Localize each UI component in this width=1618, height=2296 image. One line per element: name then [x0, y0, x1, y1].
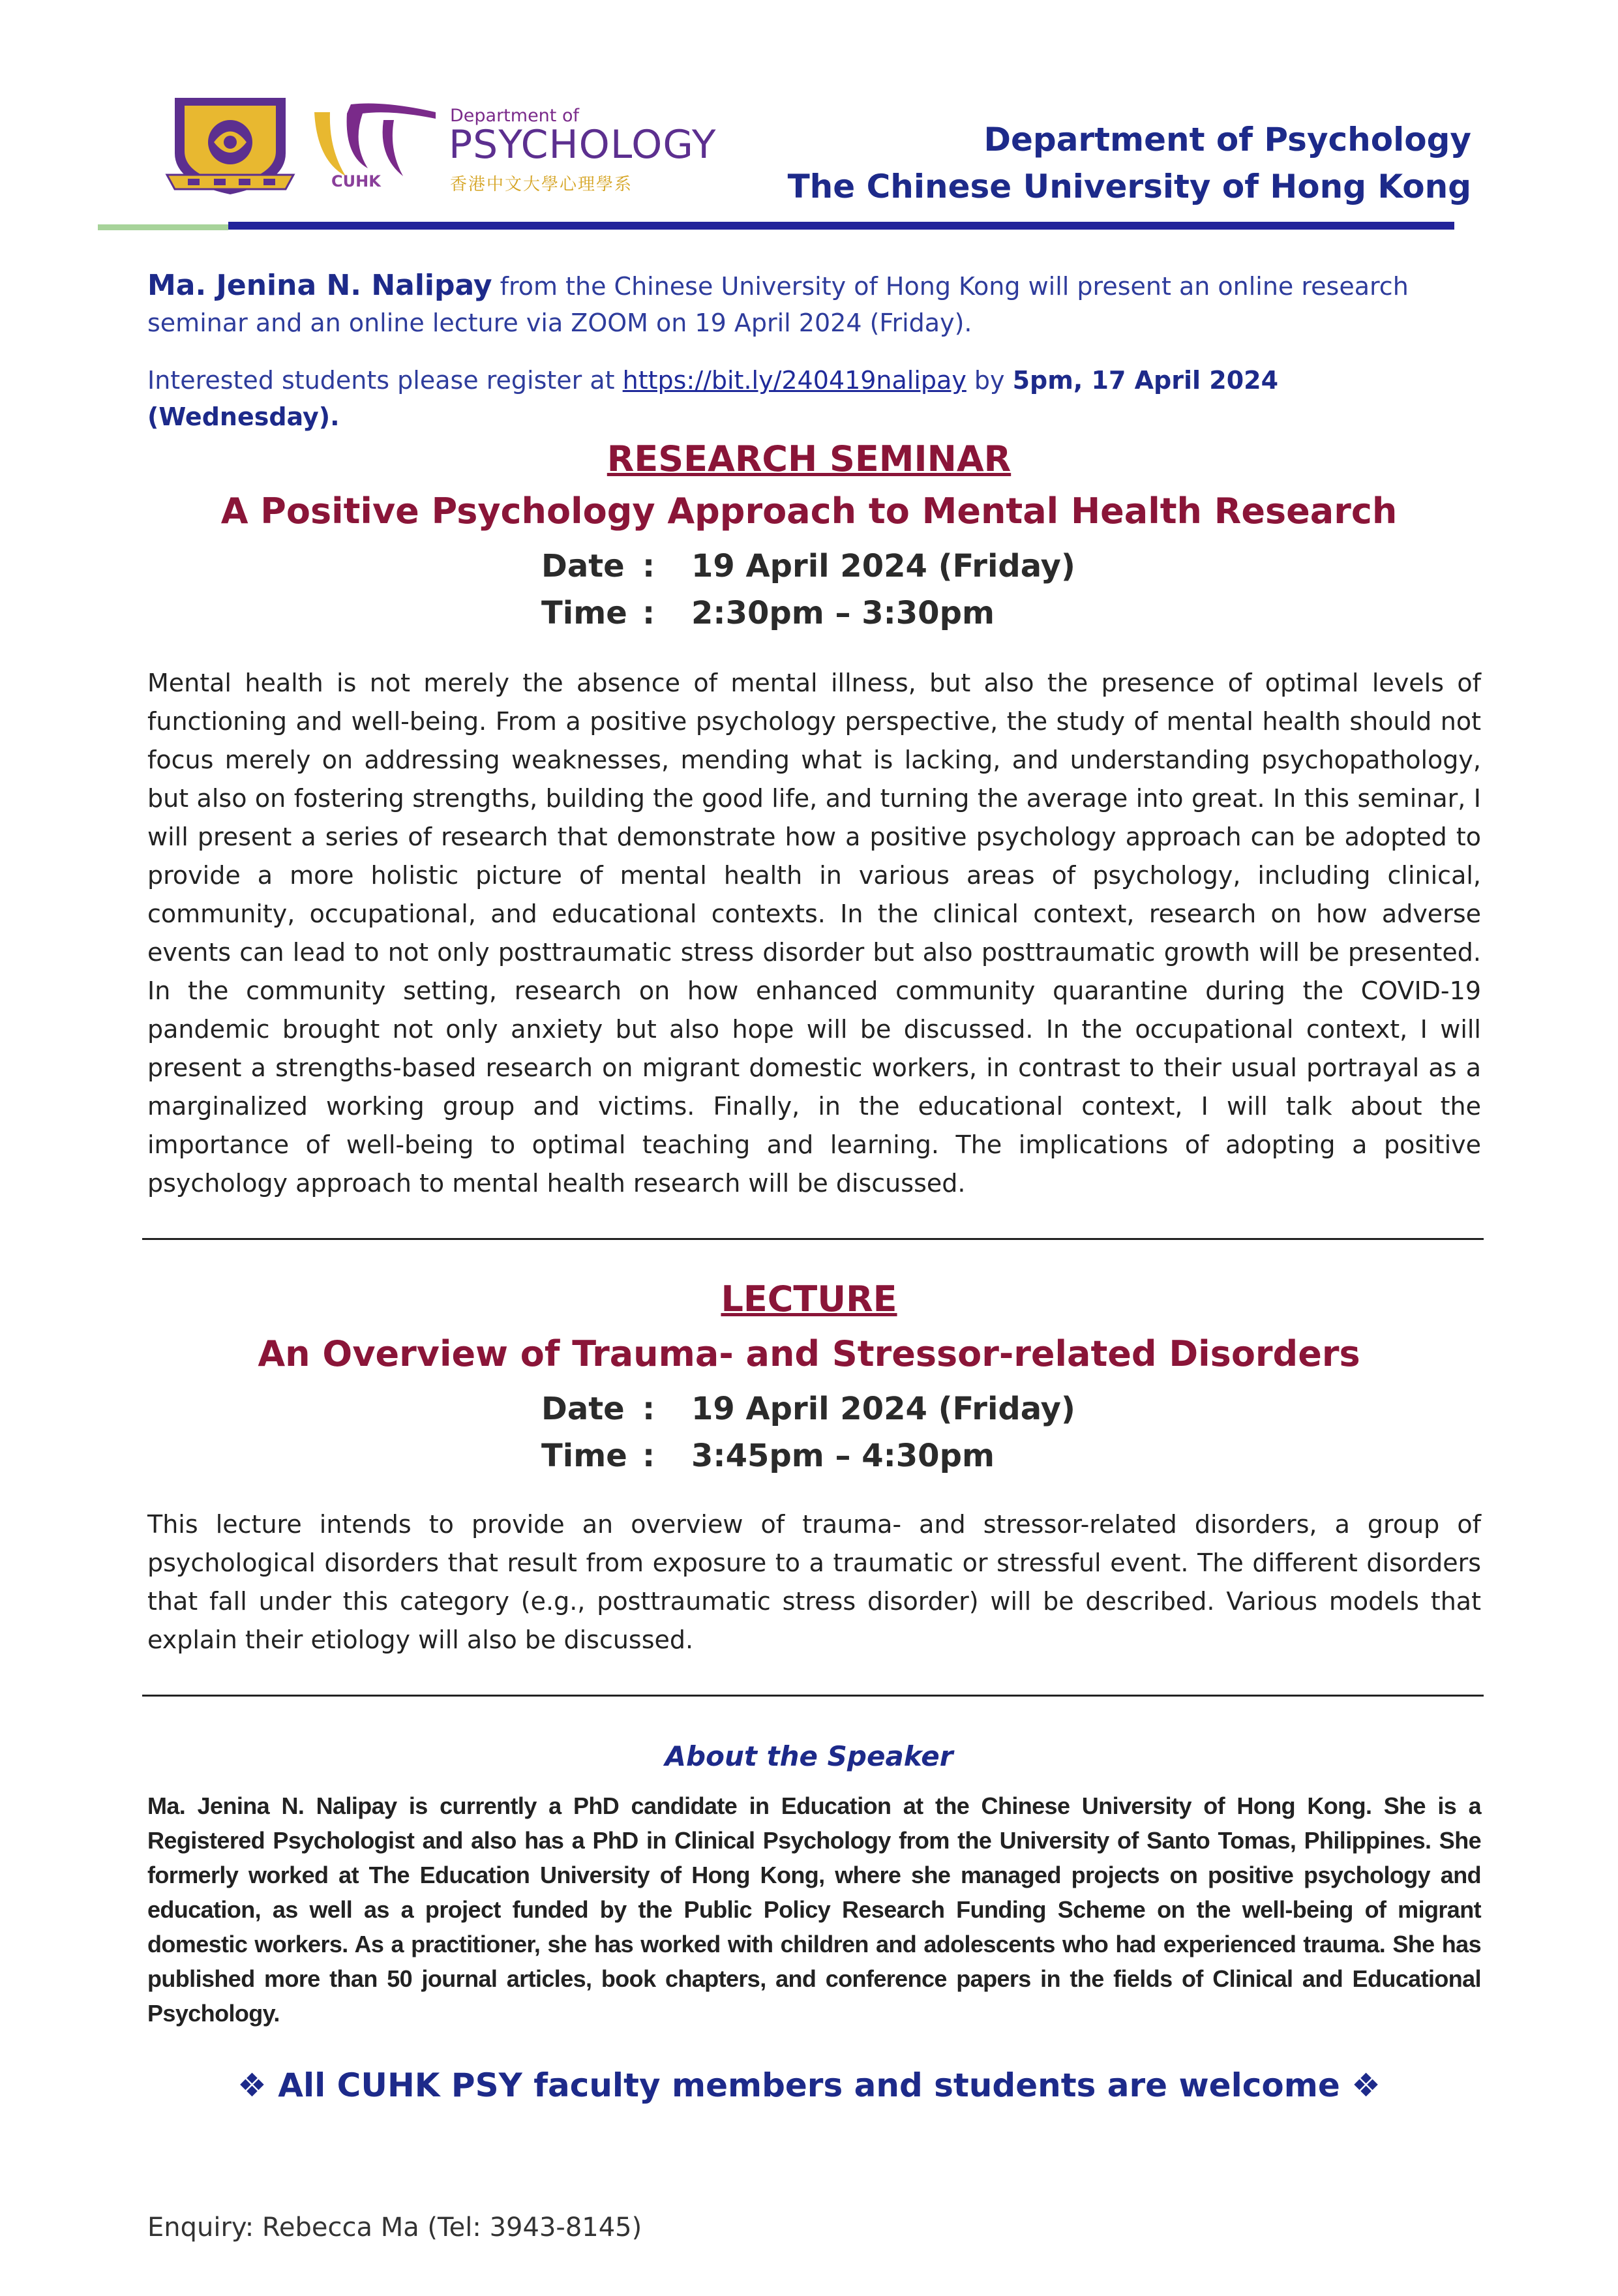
- logo-cuhk-text: CUHK: [331, 172, 381, 190]
- lecture-datetime: [541, 1385, 1075, 1479]
- colon: :: [642, 548, 655, 584]
- logo-chinese-name: 香港中文大學心理學系: [450, 175, 633, 194]
- seminar-time-row: [541, 590, 1075, 637]
- seminar-date-key: Date: [541, 548, 625, 584]
- seminar-date-row: [541, 543, 1075, 590]
- logo-department-of: Department of: [450, 106, 579, 126]
- seminar-abstract: Mental health is not merely the absence of mental illness, but also the presence of optimal levels of functioning and well-being. From a positive psychology perspective, the study of mental health should not focus merely on addressing weaknesses, mending what is lacking, and understanding psychopathology, but also on fostering strengths, building the good life, and turning the average into great. In this seminar, I will present a series of research that demonstrate how a positive psychology approach can be adopted to provide a more holistic picture of mental health in various areas of psychology, including clinical, community, occupational, and educational contexts. In the clinical context, research on how adverse events can lead to not only posttraumatic stress disorder but also posttraumatic growth will be presented. In the community setting, research on how enhanced community quarantine during the COVID-19 pandemic brought not only anxiety but also hope will be discussed. In the occupational context, I will present a strengths-based research on migrant domestic workers, in contrast to their usual portrayal as a marginalized working group and victims. Finally, in the educational context, I will talk about the importance of well-being to optimal teaching and learning. The implications of adopting a positive psychology approach to mental health research will be discussed.: [147, 669, 1481, 1198]
- intro-text: from the Chinese University of Hong Kong will present an online research seminar and an online lecture via ZOOM on 19 April 2024 (Friday).: [147, 272, 1409, 337]
- divider: [142, 1238, 1484, 1240]
- lecture-time-key: Time: [541, 1438, 627, 1474]
- lecture-date-value: 19 April 2024 (Friday): [691, 1391, 1075, 1427]
- colon: :: [642, 595, 655, 631]
- seminar-date-value: 19 April 2024 (Friday): [691, 548, 1075, 584]
- lecture-time-value: 3:45pm – 4:30pm: [691, 1438, 995, 1474]
- about-speaker-heading: About the Speaker: [665, 1740, 953, 1772]
- register-prefix: Interested students please register at: [147, 366, 623, 395]
- seminar-time-value: 2:30pm – 3:30pm: [691, 595, 995, 631]
- header-title-line1: Department of Psychology: [983, 121, 1471, 159]
- seminar-title: A Positive Psychology Approach to Mental Health Research: [220, 491, 1398, 532]
- register-deadline: 5pm, 17 April 2024 (Wednesday).: [147, 366, 1279, 431]
- about-speaker-bio: Ma. Jenina N. Nalipay is currently a PhD candidate in Education at the Chinese University of Hong Kong. She is a Registered Psychologist and also has a PhD in Clinical Psychology from the University of Santo Tomas, Philippines. She formerly worked at The Education University of Hong Kong, where she managed projects on positive psychology and education, as well as a project funded by the Public Policy Research Funding Scheme on the well-being of migrant domestic workers. As a practitioner, she has worked with children and adolescents who had experienced trauma. She has published more than 50 journal articles, book chapters, and conference papers in the fields of Clinical and Educational Psychology.: [147, 1792, 1481, 2027]
- divider: [142, 1695, 1484, 1697]
- intro-paragraph: [147, 267, 1471, 341]
- header-title-line2: The Chinese University of Hong Kong: [787, 168, 1471, 205]
- seminar-time-key: Time: [541, 595, 627, 631]
- speaker-name: Ma. Jenina N. Nalipay: [147, 269, 492, 302]
- register-link[interactable]: https://bit.ly/240419nalipay: [622, 366, 966, 395]
- lecture-time-row: [541, 1432, 1075, 1479]
- register-by: by: [966, 366, 1013, 395]
- header-title: [788, 116, 1471, 210]
- colon: :: [642, 1391, 655, 1427]
- lecture-date-row: [541, 1385, 1075, 1432]
- colon: :: [642, 1438, 655, 1474]
- register-paragraph: [147, 362, 1471, 435]
- enquiry-contact: Enquiry: Rebecca Ma (Tel: 3943-8145): [147, 2213, 642, 2243]
- seminar-datetime: [541, 543, 1075, 637]
- lecture-title: An Overview of Trauma- and Stressor-related Disorders: [258, 1333, 1360, 1374]
- seminar-label: RESEARCH SEMINAR: [607, 438, 1011, 479]
- lecture-label: LECTURE: [721, 1278, 897, 1320]
- logo-psychology-wordmark: PSYCHOLOGY: [449, 122, 717, 168]
- header-rule-blue: [228, 222, 1454, 230]
- header-rule-green: [98, 224, 228, 230]
- lecture-abstract: This lecture intends to provide an overview of trauma- and stressor-related disorders, a group of psychological disorders that result from exposure to a traumatic or stressful event. The different disorders that fall under this category (e.g., posttraumatic stress disorder) will be described. Various models that explain their etiology will also be discussed.: [147, 1510, 1481, 1654]
- cuhk-crest-icon: [162, 91, 299, 199]
- lecture-date-key: Date: [541, 1391, 625, 1427]
- welcome-banner: ❖ All CUHK PSY faculty members and students are welcome ❖: [237, 2066, 1381, 2104]
